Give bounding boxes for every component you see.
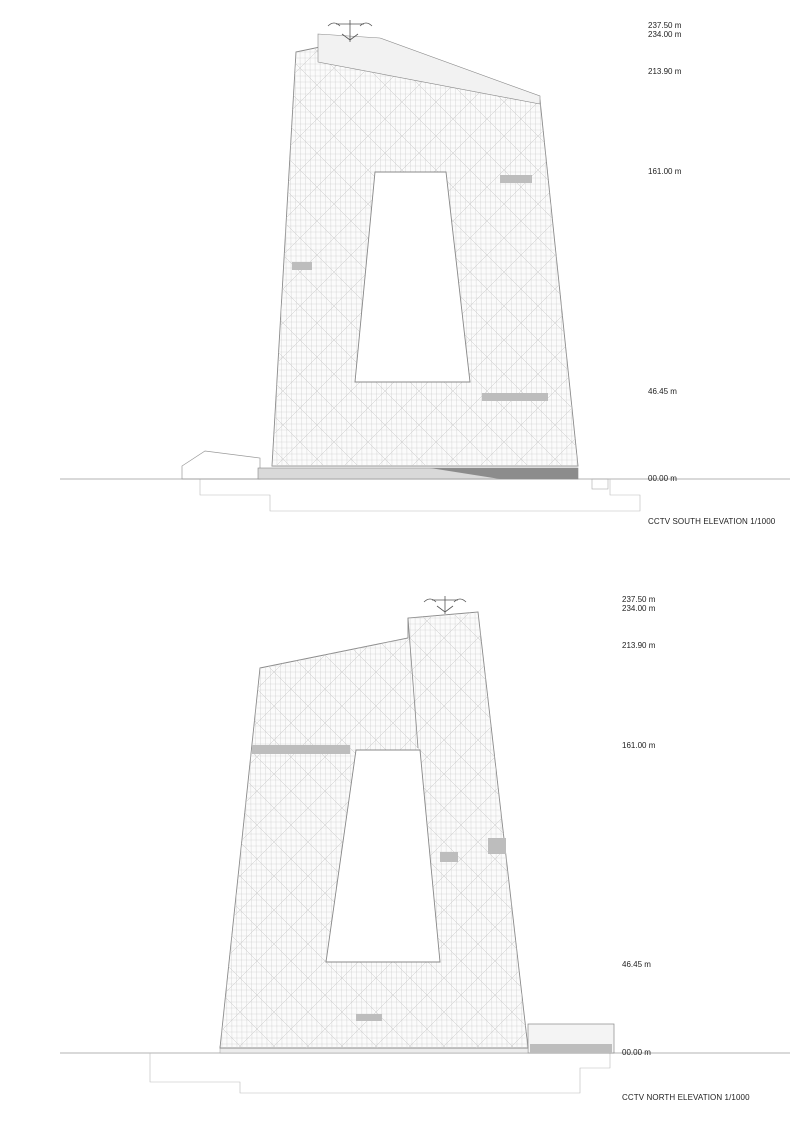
south-level-0-label: 00.00 m: [648, 474, 677, 483]
facade-grid-line: [260, 40, 262, 470]
north-foundation-outline: [150, 1053, 610, 1093]
south-level-237-label: 237.50 m: [648, 21, 682, 30]
facade-grid-line: [0, 40, 260, 470]
facade-grid-line: [590, 40, 592, 470]
facade-grid-line: [0, 40, 260, 470]
facade-grid-line: [578, 40, 800, 470]
facade-grid-line: [544, 40, 800, 470]
south-level-234-label: 234.00 m: [648, 30, 682, 39]
facade-grid-line: [0, 600, 210, 1050]
north-annex-band: [530, 1044, 612, 1053]
north-level-234-label: 234.00 m: [622, 604, 656, 613]
facade-grid-line: [535, 600, 537, 1050]
facade-grid-line: [578, 40, 800, 470]
facade-grid-line: [215, 600, 217, 1050]
facade-grid-line: [508, 600, 800, 1050]
north-level-213-label: 213.90 m: [622, 641, 656, 650]
facade-grid-line: [270, 40, 272, 470]
north-level-0-label: 00.00 m: [622, 1048, 651, 1057]
north-level-labels: [622, 595, 656, 1057]
facade-grid-line: [0, 40, 294, 470]
north-level-46-label: 46.45 m: [622, 960, 651, 969]
south-foundation-outline: [200, 479, 640, 511]
facade-grid-line: [474, 600, 800, 1050]
south-pit: [592, 479, 608, 489]
facade-grid-line: [0, 600, 244, 1050]
north-level-161-label: 161.00 m: [622, 741, 656, 750]
facade-grid-line: [508, 600, 800, 1050]
facade-grid-line: [474, 600, 800, 1050]
south-elevation: [0, 20, 800, 526]
south-level-213-label: 213.90 m: [648, 67, 682, 76]
north-mast: [424, 596, 466, 614]
facade-grid-line: [0, 600, 244, 1050]
facade-grid-line: [265, 40, 267, 470]
facade-grid-line: [580, 40, 582, 470]
facade-grid-line: [540, 600, 542, 1050]
facade-grid-line: [210, 600, 212, 1050]
south-low-wing: [182, 451, 260, 479]
south-level-161-label: 161.00 m: [648, 167, 682, 176]
north-level-237-label: 237.50 m: [622, 595, 656, 604]
south-elevation-title: CCTV SOUTH ELEVATION 1/1000: [648, 517, 776, 526]
facade-grid-line: [575, 40, 577, 470]
facade-grid-line: [0, 600, 210, 1050]
facade-grid-line: [585, 40, 587, 470]
facade-grid-line: [544, 40, 800, 470]
facade-grid-line: [525, 600, 527, 1050]
north-elevation: [0, 595, 800, 1102]
facade-grid-line: [530, 600, 532, 1050]
facade-grid-line: [220, 600, 222, 1050]
north-elevation-title: CCTV NORTH ELEVATION 1/1000: [622, 1093, 750, 1102]
facade-grid-line: [0, 40, 294, 470]
south-level-labels: [648, 21, 682, 483]
south-level-46-label: 46.45 m: [648, 387, 677, 396]
